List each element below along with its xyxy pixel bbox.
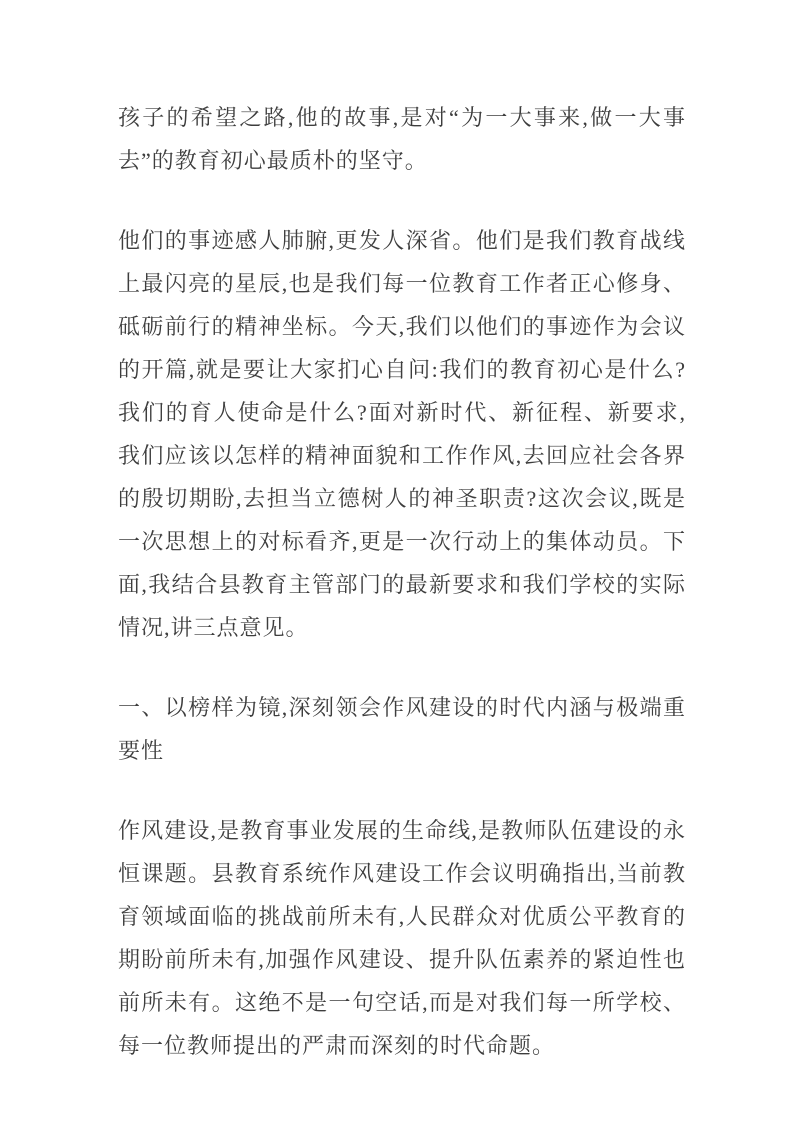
paragraph-work-style-construction: 作风建设,是教育事业发展的生命线,是教师队伍建设的永恒课题。县教育系统作风建设工作会议明确指出,当前教育领域面临的挑战前所未有,人民群众对优质公平教育的期盼前所未有,加强作风建设、提升队伍素养的紧迫性也前所未有。这绝不是一句空话,而是对我们每一所学校、每一位教师提出的严肃而深刻的时代命题。 (118, 818, 686, 1058)
paragraph-deeds-reflection: 他们的事迹感人肺腑,更发人深省。他们是我们教育战线上最闪亮的星辰,也是我们每一位教育工作者正心修身、砥砺前行的精神坐标。今天,我们以他们的事迹作为会议的开篇,就是要让大家扪心自问:我们的教育初心是什么?我们的育人使命是什么?面对新时代、新征程、新要求,我们应该以怎样的精神面貌和工作作风,去回应社会各界的殷切期盼,去担当立德树人的神圣职责?这次会议,既是一次思想上的对标看齐,更是一次行动上的集体动员。下面,我结合县教育主管部门的最新要求和我们学校的实际情况,讲三点意见。 (118, 228, 686, 640)
section-heading-1: 一、以榜样为镜,深刻领会作风建设的时代内涵与极端重要性 (118, 695, 686, 763)
paragraph-intro-conclusion: 孩子的希望之路,他的故事,是对“为一大事来,做一大事去”的教育初心最质朴的坚守。 (118, 105, 686, 173)
